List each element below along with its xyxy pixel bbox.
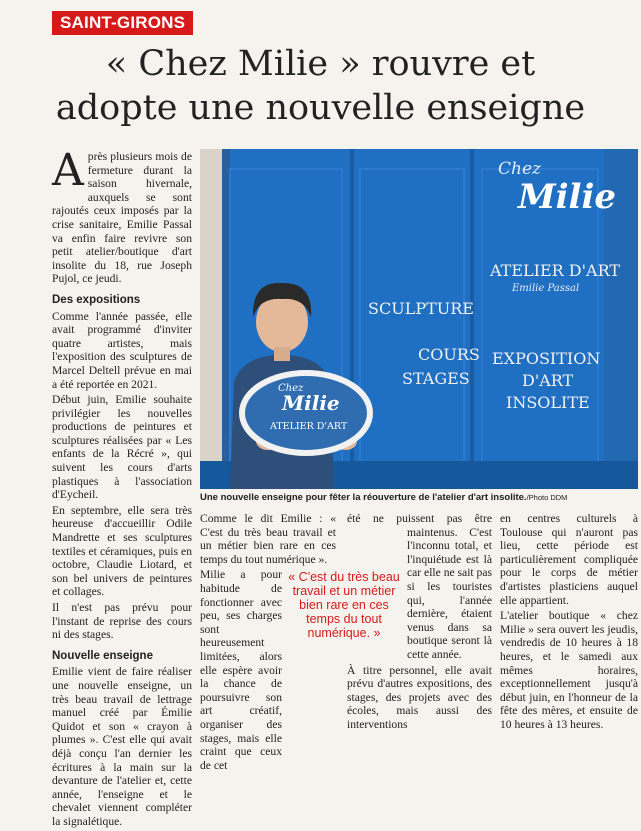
door-sign-dart: D'ART (522, 371, 574, 390)
oval-sign-milie: Milie (282, 391, 340, 415)
door-sign-sculpture: SCULPTURE (368, 299, 474, 318)
paragraph: été ne puissent pas être maintenus. C'est l'inconnu total, et l'inquiétude est là car elle ne sait pas si les touristes qui, l'année dernière, étaient venus dans sa boutique seront là cette année. (347, 512, 492, 661)
paragraph: Milie a pour habitude de fonctionner avec peu, ses charges sont heureusement limitées, alors elle espère avoir la chance de poursuivre son art créatif, organiser des stages, mais elle craint que ceux de cet (200, 568, 282, 772)
subhead-nouvelle-enseigne: Nouvelle enseigne (52, 649, 153, 662)
article-column-4 (500, 512, 638, 734)
pull-quote: « C'est du très beau travail et un métier bien rare en ces temps du tout numérique. » (288, 570, 400, 640)
door-sign-insolite: INSOLITE (506, 393, 590, 412)
paragraph: Comme l'année passée, elle avait programmé d'inviter quatre artistes, mais l'exposition des sculptures de Marcel Deltell prévue en mai a été reportée en 2021. (52, 309, 192, 391)
door-sign-atelier: ATELIER D'ART (490, 261, 621, 280)
paragraph: Emilie vient de faire réaliser une nouvelle enseigne, un très beau travail de lettrage manuel créé par Émilie Quidot et son « crayon à plumes ». C'est elle qui avait déjà conçu l'an dernier les écritures à la main sur la devanture de l'atelier et, cette année, l'enseigne et le chevalet viennent compléter la signalétique. (52, 665, 192, 828)
paragraph: En septembre, elle sera très heureuse d'accueillir Odile Mandrette et ses sculptures textiles et céramiques, puis en octobre, Claudie Liotard, et son bel univers de peintures et collages. (52, 503, 192, 599)
headline-line-2: adopte une nouvelle enseigne (55, 88, 586, 128)
door-sign-stages: STAGES (402, 369, 470, 388)
intro-paragraph (52, 145, 192, 286)
headline (0, 42, 641, 130)
door-sign-name: Emilie Passal (512, 283, 580, 294)
paragraph: Comme le dit Emilie : « C'est du très beau travail et un métier bien rare en ces temps du tout numérique ». (200, 512, 336, 566)
intro-text: près plusieurs mois de fermeture durant la saison hivernale, auxquels se sont rajoutés ceux imposés par la crise sanitaire, Emilie Passal va enfin faire revivre son petit atelier/boutique d'art insolite du 18, rue Joseph Pujol, ce jeudi. (52, 150, 192, 286)
drop-cap: A (52, 145, 84, 196)
oval-sign-chez: Chez (278, 383, 304, 394)
section-label: SAINT-GIRONS (52, 11, 193, 35)
caption-text: Une nouvelle enseigne pour fêter la réouverture de l'atelier d'art insolite. (200, 492, 527, 503)
photo-credit: /Photo DDM (526, 493, 568, 502)
headline-line-1: « Chez Milie » rouvre et (105, 44, 536, 84)
door-sign-cours: COURS (418, 345, 480, 364)
door-sign-milie: Milie (518, 177, 617, 217)
paragraph: Début juin, Emilie souhaite privilégier les nouvelles productions de peintures et sculptures réalisées par « Les enfants de la Récré », qui suivent les cours d'arts plastiques à l'association d'Eycheil. (52, 393, 192, 502)
article-column-2 (200, 512, 336, 774)
storefront-photo (200, 149, 638, 489)
subhead-expositions: Des expositions (52, 293, 141, 306)
paragraph: L'atelier boutique « chez Milie » sera ouvert les jeudis, vendredis de 10 heures à 18 heures, et le samedi aux mêmes horaires, exceptionnellement jusqu'à début juin, en l'honneur de la fête des mères, et ensuite de 10 heures à 13 heures. (500, 609, 638, 731)
door-sign-chez: Chez (498, 159, 541, 179)
paragraph: À titre personnel, elle avait prévu d'autres expositions, des stages, des projets avec des écoles, mais aussi des interventions (347, 663, 492, 731)
paragraph: Il n'est pas prévu pour l'instant de reprise des cours ni des stages. (52, 601, 192, 642)
door-sign-exposition: EXPOSITION (492, 349, 601, 368)
paragraph: en centres culturels à Toulouse qui n'auront pas lieu, cette période est particulièrement compliquée pour le corps de métier d'artistes plasticiens auquel elle appartient. (500, 512, 638, 607)
photo-caption (200, 492, 638, 503)
oval-sign-atelier: ATELIER D'ART (270, 421, 348, 432)
article-column-1 (52, 145, 192, 831)
